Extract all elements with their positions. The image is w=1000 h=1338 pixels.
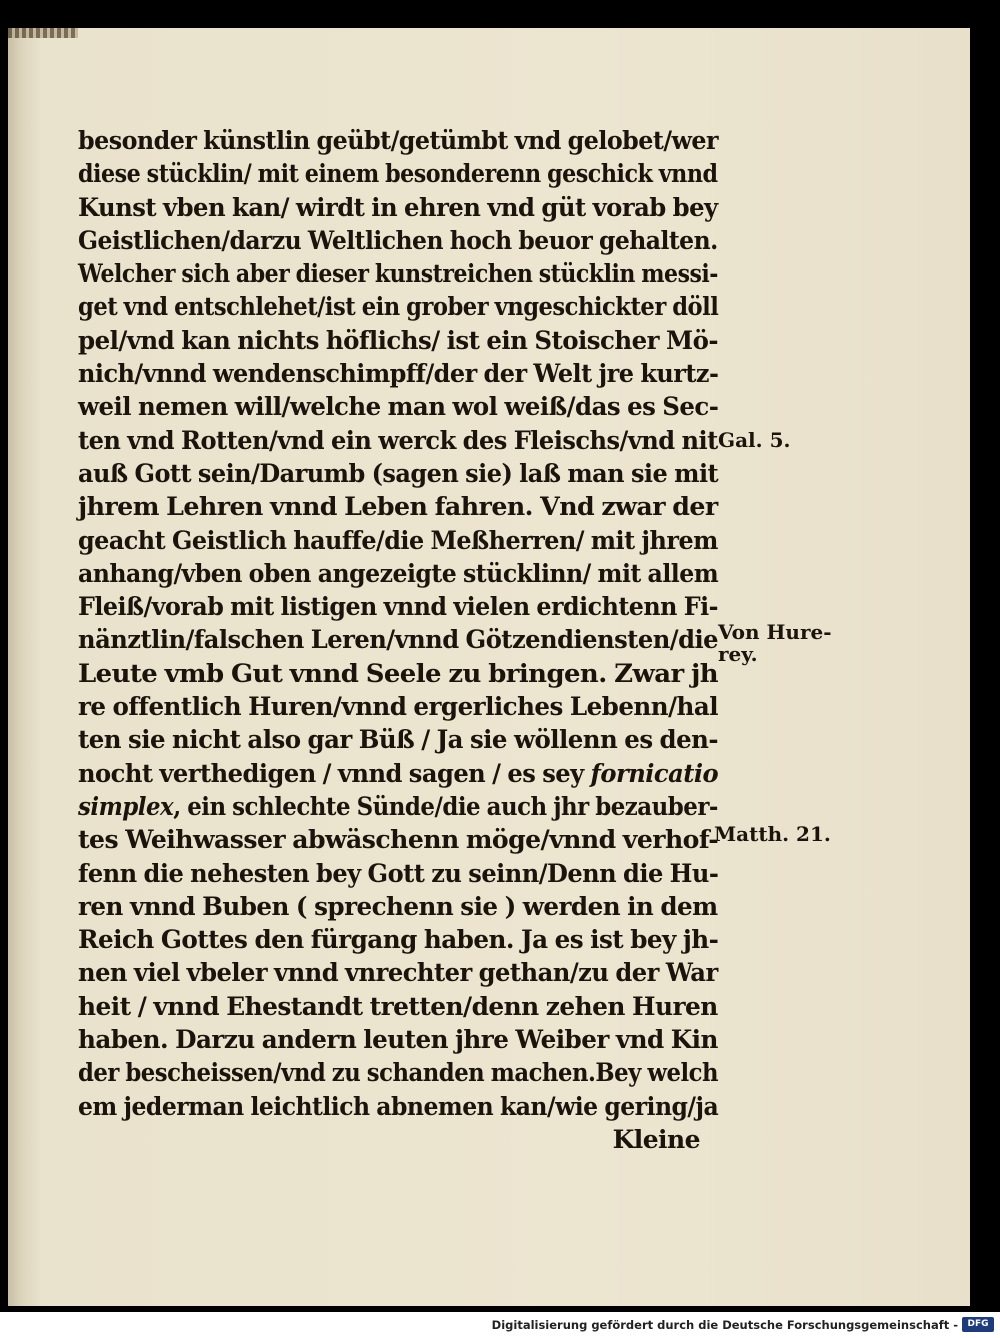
text-line — [78, 990, 718, 1023]
text-line — [78, 956, 718, 989]
text-line — [78, 157, 718, 190]
text-segment: der bescheissen/vnd zu schanden machen.Bey welch — [78, 1058, 719, 1088]
text-line — [78, 757, 719, 790]
text-segment: Kunst vben kan/ wirdt in ehren vnd güt vorab bey — [78, 192, 718, 222]
text-line — [78, 1023, 718, 1056]
text-line — [78, 124, 719, 157]
text-segment: diese stücklin/ mit einem besonderenn geschick vnnd — [78, 159, 718, 189]
text-line — [78, 357, 719, 390]
text-line — [78, 490, 725, 523]
margin-note-hurerey-line2: rey. — [718, 642, 758, 666]
text-segment: Leute vmb Gut vnnd Seele zu bringen. Zwar jh — [78, 658, 719, 688]
margin-note-galatians: Gal. 5. — [718, 428, 791, 452]
main-text-block — [78, 124, 718, 1156]
text-segment: re offentlich Huren/vnnd ergerliches Lebenn/hal — [78, 692, 719, 722]
text-line — [78, 424, 718, 457]
text-line — [78, 324, 718, 357]
text-line — [78, 923, 719, 956]
text-line — [78, 657, 742, 690]
digitization-footer — [0, 1312, 1000, 1338]
text-line — [78, 890, 718, 923]
text-segment: Kleine — [612, 1124, 700, 1154]
text-segment: Fleiß/vorab mit listigen vnnd vielen erdichtenn Fi- — [78, 592, 718, 622]
text-line — [78, 557, 719, 590]
text-segment: fenn die nehesten bey Gott zu seinn/Denn die Hu- — [78, 858, 719, 888]
text-line — [78, 1090, 719, 1123]
dfg-logo: DFG — [962, 1317, 994, 1332]
text-segment: haben. Darzu andern leuten jhre Weiber vnd Kin — [78, 1025, 718, 1055]
italic-latin-text: fornicatio — [590, 758, 719, 788]
text-segment: anhang/vben oben angezeigte stücklinn/ mit allem — [78, 558, 719, 588]
text-line — [78, 257, 718, 290]
page-edge-strip — [8, 28, 78, 38]
margin-note-hurerey-line1: Von Hure- — [718, 620, 832, 644]
text-line — [78, 457, 719, 490]
text-segment: Geistlichen/darzu Weltlichen hoch beuor gehalten. — [78, 225, 718, 255]
text-line — [78, 857, 719, 890]
text-segment: heit / vnnd Ehestandt tretten/denn zehen Huren — [78, 991, 718, 1021]
text-line — [78, 790, 718, 823]
text-line — [78, 390, 719, 423]
text-segment: em jederman leichtlich abnemen kan/wie gering/ja — [78, 1091, 719, 1121]
text-line — [78, 224, 718, 257]
text-segment: weil nemen will/welche man wol weiß/das es Sec- — [78, 392, 719, 422]
footer-credit-text: Digitalisierung gefördert durch die Deutsche Forschungsgemeinschaft - — [491, 1318, 958, 1332]
text-segment: besonder künstlin geübt/getümbt vnd gelobet/wer — [78, 126, 719, 155]
text-segment: auß Gott sein/Darumb (sagen sie) laß man sie mit — [78, 458, 719, 488]
text-segment: get vnd entschlehet/ist ein grober vngeschickter döll — [78, 292, 719, 322]
text-segment: ten sie nicht also gar Büß / Ja sie wöllenn es den- — [78, 725, 719, 755]
text-segment: jhrem Lehren vnnd Leben fahren. Vnd zwar der — [78, 492, 718, 522]
text-segment: nänztlin/falschen Leren/vnnd Götzendiensten/die — [78, 625, 719, 655]
text-segment: nocht verthedigen / vnnd sagen / es sey — [78, 758, 591, 788]
text-segment: Welcher sich aber dieser kunstreichen stücklin messi- — [78, 259, 718, 289]
text-segment: nich/vnnd wendenschimpff/der der Welt jre kurtz- — [78, 359, 719, 389]
text-line — [78, 723, 719, 756]
text-segment: ren vnnd Buben ( sprechenn sie ) werden in dem — [78, 891, 718, 921]
text-line — [78, 290, 719, 323]
text-segment: , ein schlechte Sünde/die auch jhr bezauber- — [173, 791, 718, 821]
text-line — [78, 524, 718, 557]
text-line — [78, 690, 719, 723]
text-segment: geacht Geistlich hauffe/die Meßherren/ mit jhrem — [78, 525, 718, 555]
text-segment: pel/vnd kan nichts höflichs/ ist ein Stoischer Mö- — [78, 325, 718, 355]
text-segment: Reich Gottes den fürgang haben. Ja es ist bey jh- — [78, 925, 719, 955]
catchword — [78, 1123, 718, 1156]
margin-note-matthew: Matth. 21. — [714, 822, 831, 846]
italic-latin-text: simplex — [78, 791, 174, 821]
text-segment: ten vnd Rotten/vnd ein werck des Fleischs/vnd nit — [78, 425, 718, 455]
text-line — [78, 623, 719, 656]
text-line — [78, 191, 718, 224]
text-line — [78, 1056, 719, 1089]
text-line — [78, 590, 718, 623]
text-segment: nen viel vbeler vnnd vnrechter gethan/zu der War — [78, 958, 718, 988]
text-line — [78, 823, 721, 856]
text-segment: tes Weihwasser abwäschenn möge/vnnd verhof- — [78, 825, 719, 855]
